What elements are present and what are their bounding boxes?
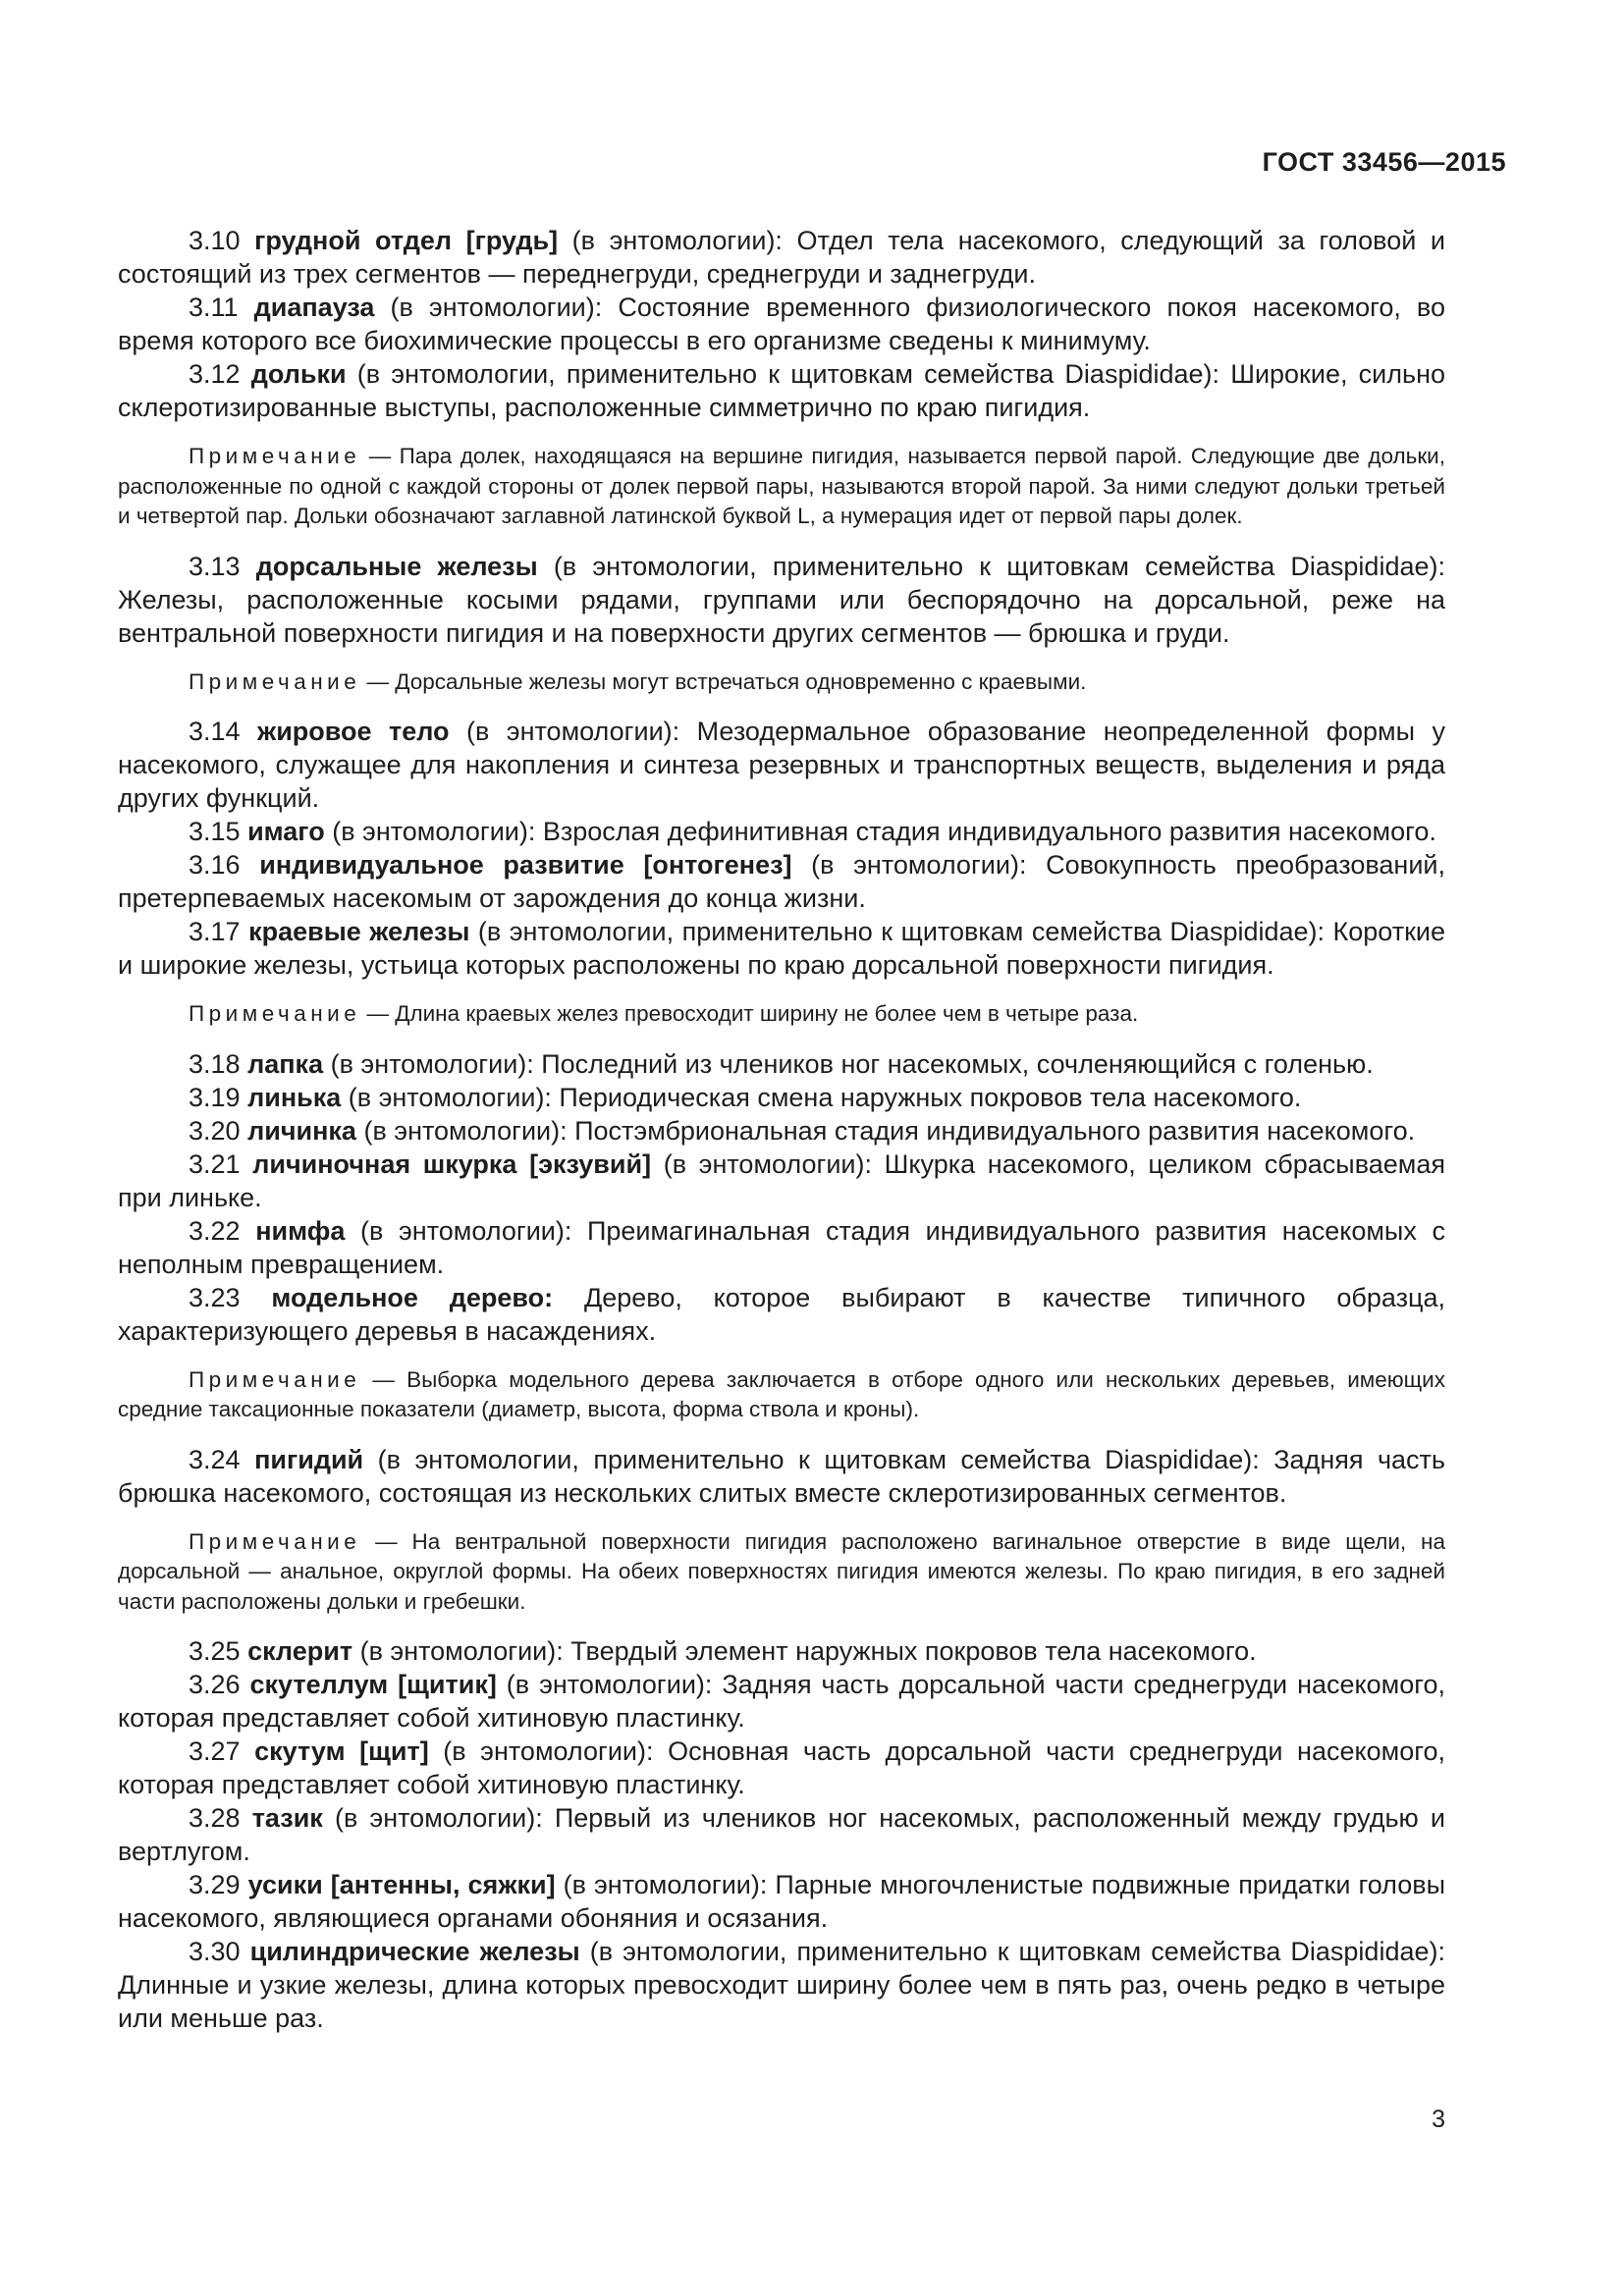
term-name: индивидуальное развитие [онтогенез] [259, 850, 792, 880]
term-entry [118, 1801, 1445, 1868]
note-text: — Пара долек, находящаяся на вершине пигидия, называется первой парой. Следующие две дольки, расположенные по одной с каждой стороны от долек первой пары, называются второй парой. За ними следуют дольки третьей и четвертой пар. Дольки обозначают заглавной латинской буквой L, а нумерация идет от первой пары долек. [118, 444, 1445, 528]
term-name: личиночная шкурка [экзувий] [252, 1148, 652, 1179]
term-name: линька [247, 1082, 342, 1112]
term-number: 3.19 [189, 1082, 241, 1112]
term-name: нимфа [255, 1215, 346, 1246]
term-number: 3.26 [189, 1670, 241, 1699]
term-definition: Дерево, которое выбирают в качестве типичного образца, характеризующего деревья в насаждениях. [118, 1282, 1445, 1346]
term-entry [118, 815, 1445, 848]
term-definition: (в энтомологии): Последний из члеников ног насекомых, сочленяющийся с голенью. [323, 1048, 1374, 1079]
term-name: пигидий [254, 1444, 364, 1474]
term-entry [118, 1114, 1445, 1148]
term-definition: (в энтомологии): Взрослая дефинитивная стадия индивидуального развития насекомого. [324, 817, 1436, 846]
term-name: грудной отдел [грудь] [254, 226, 559, 255]
term-note [118, 442, 1445, 532]
term-entry [118, 1214, 1445, 1281]
term-name: краевые железы [248, 917, 470, 946]
term-definition: (в энтомологии): Основная часть дорсальной части среднегруди насекомого, которая представляет собой хитиновую пластинку. [118, 1736, 1445, 1799]
page-number: 3 [1432, 2106, 1445, 2133]
term-number: 3.13 [189, 551, 241, 581]
term-definition: (в энтомологии, применительно к щитовкам семейства Diaspididae): Короткие и широкие железы, устьица которых расположены по краю дорсальной поверхности пигидия. [118, 917, 1445, 980]
term-definition: (в энтомологии): Задняя часть дорсальной части среднегруди насекомого, которая представляет собой хитиновую пластинку. [118, 1670, 1445, 1733]
note-text: — Выборка модельного дерева заключается в отборе одного или нескольких деревьев, имеющих средние таксационные показатели (диаметр, высота, форма ствола и кроны). [118, 1366, 1445, 1421]
term-definition: (в энтомологии): Парные многочленистые подвижные придатки головы насекомого, являющиеся органами обоняния и осязания. [118, 1870, 1445, 1933]
term-entry [118, 1081, 1445, 1114]
term-number: 3.16 [189, 850, 241, 880]
term-name: скутеллум [щитик] [249, 1670, 497, 1699]
note-text: — Длина краевых желез превосходит ширину не более чем в четыре раза. [360, 1001, 1139, 1026]
term-entry [118, 1281, 1445, 1348]
note-label: Примечание [189, 668, 361, 694]
term-entry [118, 715, 1445, 815]
term-number: 3.21 [189, 1148, 241, 1179]
term-name: усики [антенны, сяжки] [247, 1870, 556, 1899]
term-number: 3.23 [189, 1282, 241, 1312]
term-entry [118, 291, 1445, 357]
term-number: 3.14 [189, 717, 241, 746]
term-name: цилиндрические железы [249, 1937, 580, 1966]
term-note [118, 667, 1445, 698]
term-name: имаго [247, 817, 325, 846]
term-number: 3.17 [189, 917, 241, 946]
note-label: Примечание [189, 444, 361, 468]
term-entry [118, 1868, 1445, 1935]
term-number: 3.22 [189, 1215, 241, 1246]
term-number: 3.20 [189, 1115, 241, 1146]
term-name: дорсальные железы [255, 551, 538, 581]
term-entry [118, 1148, 1445, 1214]
term-number: 3.11 [189, 293, 239, 322]
term-number: 3.15 [189, 817, 241, 846]
term-entry [118, 357, 1445, 424]
term-definition: (в энтомологии): Шкурка насекомого, целиком сбрасываемая при линьке. [118, 1148, 1445, 1212]
note-label: Примечание [189, 1366, 361, 1392]
term-name: личинка [247, 1115, 356, 1146]
term-definition: (в энтомологии): Состояние временного физиологического покоя насекомого, во время которого все биохимические процессы в его организме сведены к минимуму. [118, 293, 1445, 355]
note-label: Примечание [189, 1528, 361, 1554]
term-name: диапауза [253, 293, 375, 322]
term-number: 3.18 [189, 1048, 241, 1079]
term-name: склерит [247, 1636, 353, 1666]
document-header [118, 147, 1506, 178]
term-definition: (в энтомологии, применительно к щитовкам семейства Diaspididae): Широкие, сильно склеротизированные выступы, расположенные симметрично по краю пигидия. [118, 359, 1445, 422]
term-note [118, 999, 1445, 1030]
term-definition: (в энтомологии, применительно к щитовкам семейства Diaspididae): Длинные и узкие железы, длина которых превосходит ширину более чем в пять раз, очень редко в четыре или меньше раз. [118, 1937, 1445, 2033]
term-entry [118, 915, 1445, 982]
term-definition: (в энтомологии): Периодическая смена наружных покровов тела насекомого. [341, 1082, 1302, 1112]
term-number: 3.30 [189, 1937, 241, 1966]
terms-list [118, 224, 1445, 2035]
term-definition: (в энтомологии, применительно к щитовкам семейства Diaspididae): Задняя часть брюшка насекомого, состоящая из нескольких слитых вместе склеротизированных сегментов. [118, 1444, 1445, 1508]
term-entry [118, 224, 1445, 291]
standard-number: ГОСТ 33456—2015 [1262, 147, 1506, 177]
term-definition: (в энтомологии): Постэмбриональная стадия индивидуального развития насекомого. [355, 1115, 1416, 1146]
note-text: — На вентральной поверхности пигидия расположено вагинальное отверстие в виде щели, на дорсальной — анальное, округлой формы. На обеих поверхностях пигидия имеются железы. По краю пигидия, в его задней части расположены дольки и гребешки. [118, 1528, 1445, 1614]
term-number: 3.24 [189, 1444, 241, 1474]
term-entry [118, 848, 1445, 915]
term-name: дольки [250, 359, 347, 389]
term-definition: (в энтомологии): Совокупность преобразований, претерпеваемых насекомым от зарождения до конца жизни. [118, 850, 1445, 913]
term-name: модельное дерево: [271, 1282, 554, 1312]
term-name: скутум [щит] [254, 1736, 429, 1766]
term-note [118, 1527, 1445, 1618]
term-entry [118, 550, 1445, 650]
term-entry [118, 1443, 1445, 1510]
term-entry [118, 1668, 1445, 1735]
term-definition: (в энтомологии): Мезодермальное образование неопределенной формы у насекомого, служащее для накопления и синтеза резервных и транспортных веществ, выделения и ряда других функций. [118, 717, 1445, 813]
term-entry [118, 1935, 1445, 2035]
term-number: 3.12 [189, 359, 241, 389]
term-definition: (в энтомологии): Первый из члеников ног насекомых, расположенный между грудью и вертлугом. [118, 1803, 1445, 1866]
term-definition: (в энтомологии): Преимагинальная стадия индивидуального развития насекомых с неполным превращением. [118, 1215, 1445, 1279]
term-number: 3.28 [189, 1803, 241, 1833]
term-name: тазик [251, 1803, 323, 1833]
term-number: 3.27 [189, 1736, 241, 1766]
term-number: 3.10 [189, 226, 241, 255]
term-note [118, 1365, 1445, 1425]
term-number: 3.25 [189, 1636, 241, 1666]
term-name: жировое тело [257, 717, 450, 746]
note-text: — Дорсальные железы могут встречаться одновременно с краевыми. [360, 668, 1087, 694]
term-definition: (в энтомологии): Отдел тела насекомого, следующий за головой и состоящий из трех сегментов — переднегруди, среднегруди и заднегруди. [118, 226, 1445, 289]
term-name: лапка [247, 1048, 324, 1079]
term-number: 3.29 [189, 1870, 241, 1899]
term-entry [118, 1735, 1445, 1801]
term-entry [118, 1634, 1445, 1668]
term-definition: (в энтомологии, применительно к щитовкам семейства Diaspididae): Железы, расположенные косыми рядами, группами или беспорядочно на дорсальной, реже на вентральной поверхности пигидия и на поверхности других сегментов — брюшка и груди. [118, 551, 1445, 648]
term-definition: (в энтомологии): Твердый элемент наружных покровов тела насекомого. [352, 1636, 1257, 1666]
note-label: Примечание [189, 1001, 361, 1026]
term-entry [118, 1047, 1445, 1081]
